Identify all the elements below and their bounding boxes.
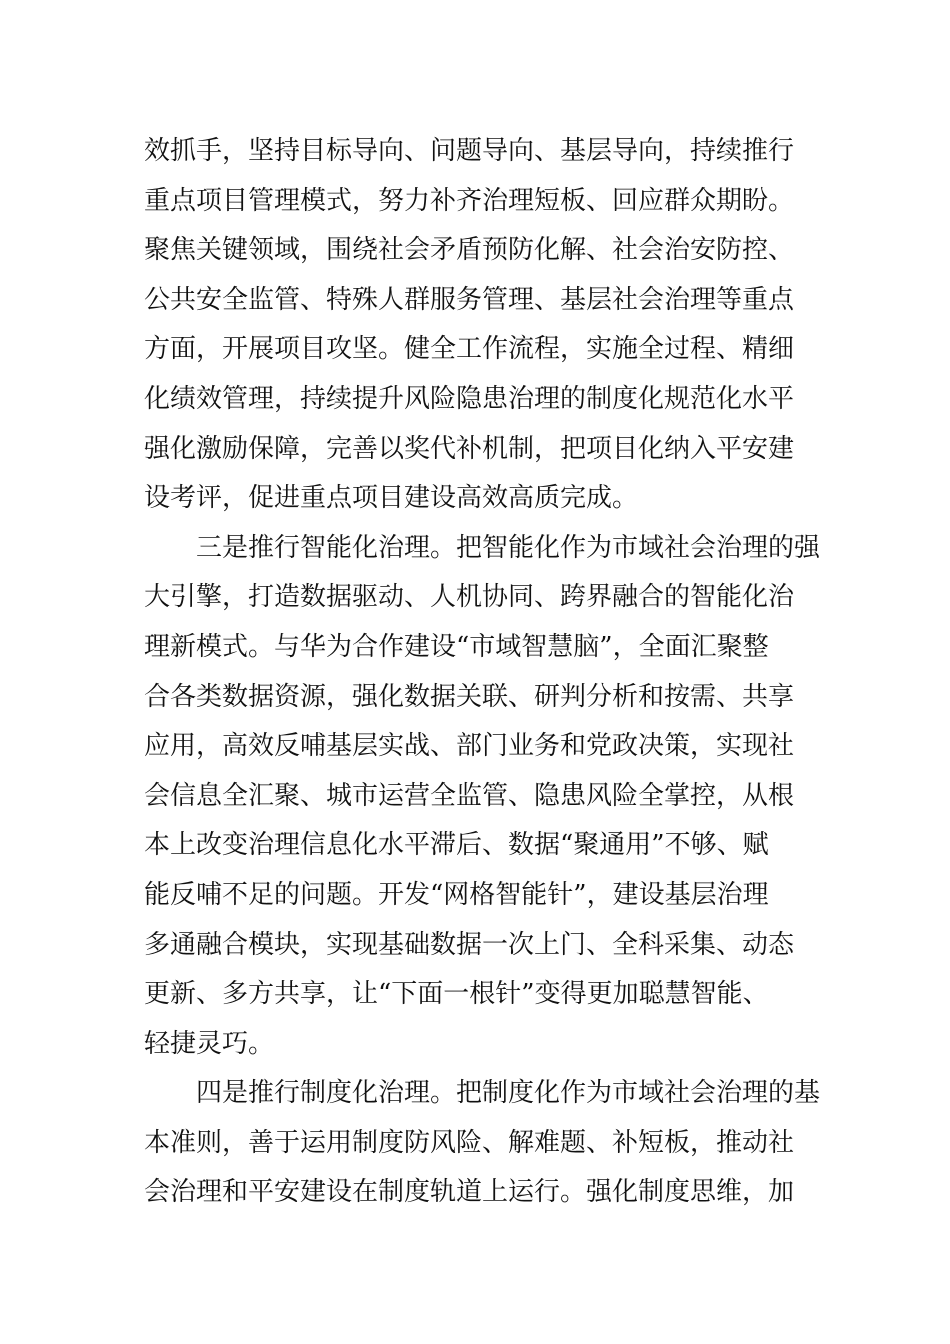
text-line: 轻捷灵巧。	[144, 1029, 275, 1059]
text-line: 能反哺不足的问题。开发“网格智能针”，建设基层治理	[144, 880, 769, 910]
paragraph-start-line: 四是推行制度化治理。把制度化作为市域社会治理的基	[196, 1078, 821, 1108]
paragraph-start-line: 三是推行智能化治理。把智能化作为市域社会治理的强	[196, 533, 821, 563]
text-line: 强化激励保障，完善以奖代补机制，把项目化纳入平安建	[144, 434, 795, 464]
text-line: 本上改变治理信息化水平滞后、数据“聚通用”不够、赋	[144, 830, 769, 860]
text-line: 会信息全汇聚、城市运营全监管、隐患风险全掌控，从根	[144, 781, 795, 811]
text-line: 公共安全监管、特殊人群服务管理、基层社会治理等重点	[144, 285, 795, 315]
text-line: 理新模式。与华为合作建设“市域智慧脑”，全面汇聚整	[144, 632, 769, 662]
text-line: 应用，高效反哺基层实战、部门业务和党政决策，实现社	[144, 731, 795, 761]
text-line: 多通融合模块，实现基础数据一次上门、全科采集、动态	[144, 930, 795, 960]
text-line: 重点项目管理模式，努力补齐治理短板、回应群众期盼。	[144, 186, 795, 216]
text-line: 更新、多方共享，让“下面一根针”变得更加聪慧智能、	[144, 979, 769, 1009]
text-line: 会治理和平安建设在制度轨道上运行。强化制度思维，加	[144, 1177, 795, 1207]
text-line: 方面，开展项目攻坚。健全工作流程，实施全过程、精细	[144, 334, 795, 364]
text-line: 化绩效管理，持续提升风险隐患治理的制度化规范化水平	[144, 384, 795, 414]
text-line: 本准则，善于运用制度防风险、解难题、补短板，推动社	[144, 1128, 795, 1158]
text-line: 效抓手，坚持目标导向、问题导向、基层导向，持续推行	[144, 136, 795, 166]
text-line: 聚焦关键领域，围绕社会矛盾预防化解、社会治安防控、	[144, 235, 795, 265]
text-line: 大引擎，打造数据驱动、人机协同、跨界融合的智能化治	[144, 582, 795, 612]
text-line: 设考评，促进重点项目建设高效高质完成。	[144, 483, 639, 513]
text-line: 合各类数据资源，强化数据关联、研判分析和按需、共享	[144, 682, 795, 712]
